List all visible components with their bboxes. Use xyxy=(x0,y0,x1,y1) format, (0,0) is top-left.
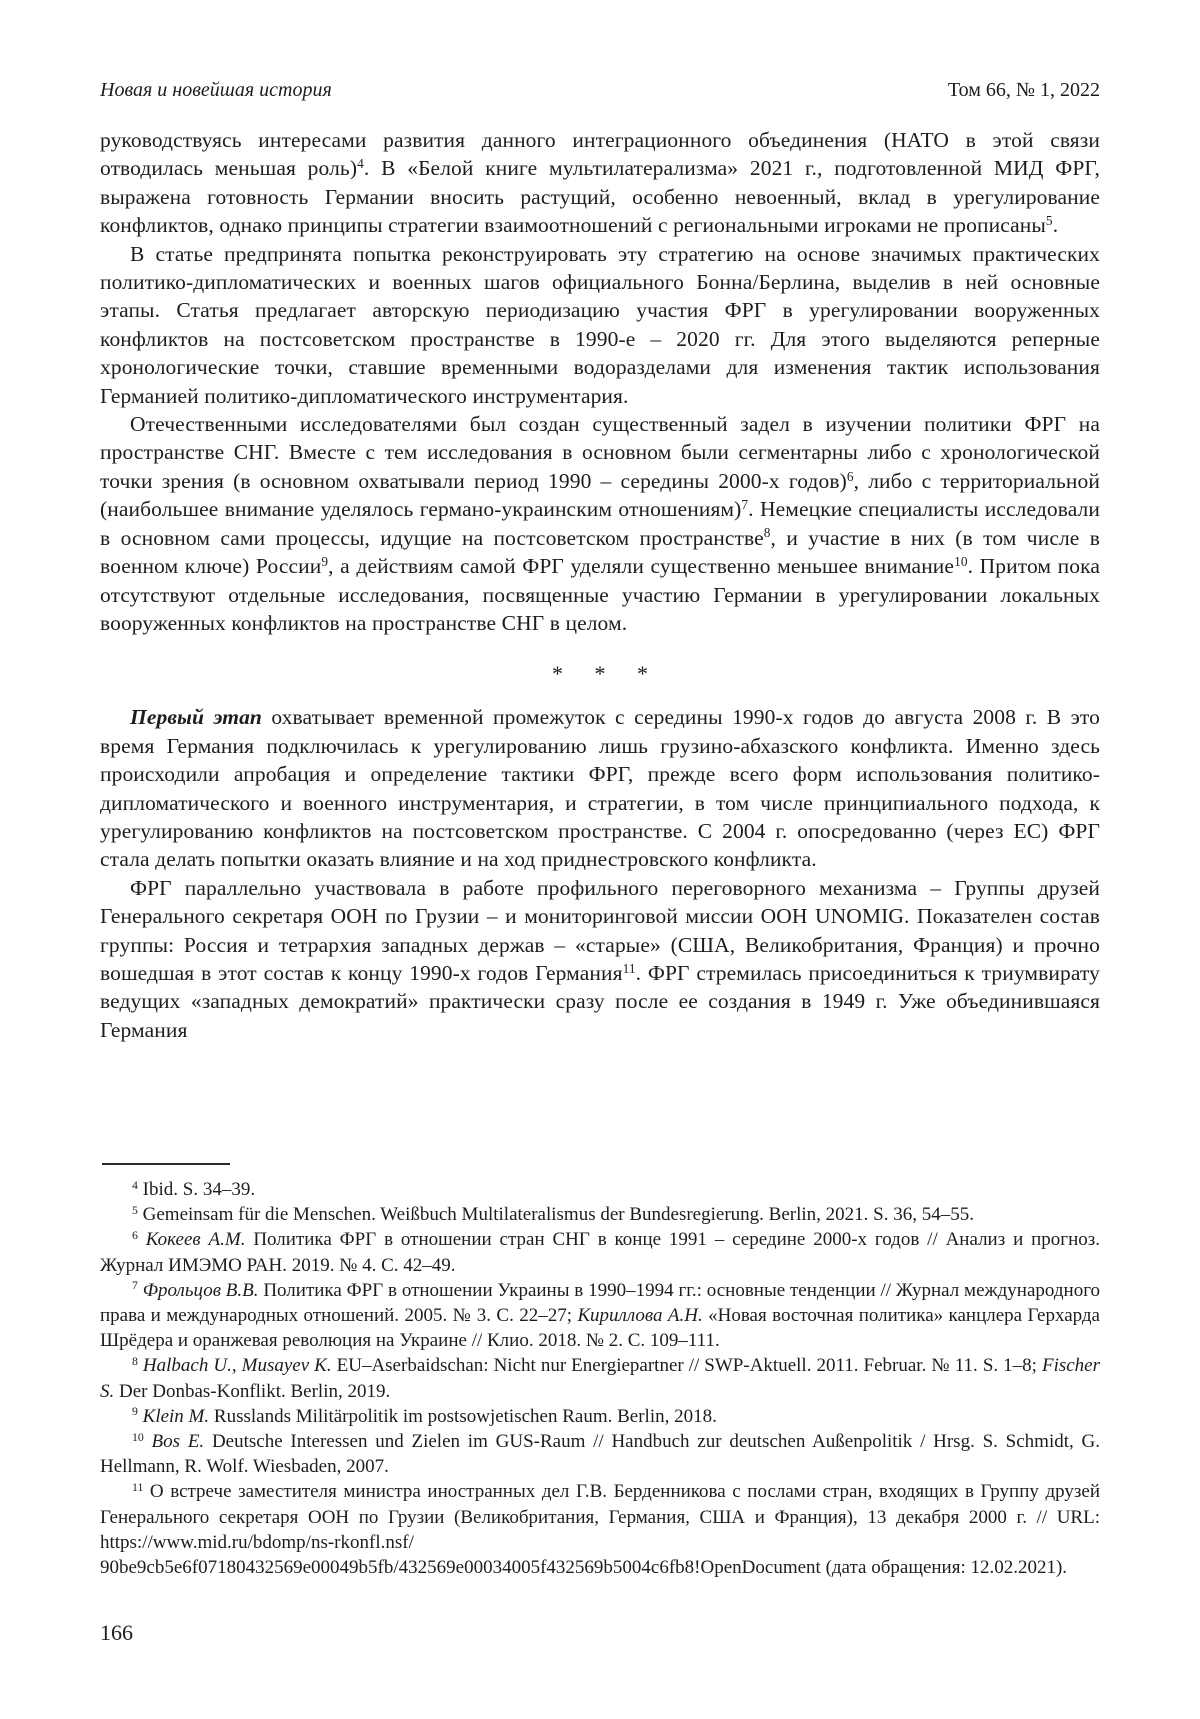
footnote-ref: 5 xyxy=(1045,212,1053,228)
footnote xyxy=(100,1227,1100,1277)
footnote xyxy=(100,1404,1100,1429)
text-run: , либо с территориальной (наибольшее внимание уделялось германо-украинским отношениям) xyxy=(100,468,1100,522)
article-body xyxy=(100,126,1100,1044)
italic-text-run: Bos E. xyxy=(151,1431,205,1453)
text-run: Deutsche Interessen und Zielen im GUS-Raum // Handbuch zur deutschen Außenpolitik / Hrsg. S. Schmidt, G. Hellmann, R. Wolf. Wiesbaden, 2007. xyxy=(100,1431,1101,1478)
journal-title: Новая и новейшая история xyxy=(100,79,332,101)
paragraph xyxy=(100,410,1100,637)
footnote xyxy=(100,1353,1100,1403)
footnote-ref: 6 xyxy=(132,1228,138,1242)
text-run: EU–Aserbaidschan: Nicht nur Energiepartner // SWP-Aktuell. 2011. Februar. № 11. S. 1–8; xyxy=(331,1355,1042,1377)
paragraph xyxy=(100,874,1100,1044)
text-run: Политика ФРГ в отношении Украины в 1990–1994 гг.: основные тенденции // Журнал международного права и международных отношений. 2005. № 3. С. 22–27; xyxy=(100,1279,1101,1327)
footnote-ref: 11 xyxy=(132,1480,144,1494)
footnote xyxy=(100,1177,1100,1202)
footnote-ref: 9 xyxy=(132,1405,138,1419)
text-run xyxy=(144,1431,152,1452)
text-run: . Немецкие специалисты исследовали в основном сами процессы, идущие на постсоветском пространстве xyxy=(100,497,1100,550)
footnote xyxy=(100,1278,1100,1354)
italic-text-run: Кириллова А.Н. xyxy=(577,1305,703,1327)
text-run: . Притом пока отсутствуют отдельные исследования, посвященные участию Германии в урегулировании локальных вооруженных конфликтов на пространстве СНГ в целом. xyxy=(100,554,1101,635)
page-number: 166 xyxy=(100,1620,133,1645)
italic-text-run: Halbach U., Musayev K. xyxy=(142,1355,332,1377)
text-run: охватывает временной промежуток с середины 1990-х годов до августа 2008 г. В это время Германия подключилась к урегулированию лишь грузино-абхазского конфликта. Именно здесь происходили апробация и определение тактики ФРГ, прежде всего форм использования политико-дипломатического и военного инструментария, и стратегии, в том числе принципиального подхода, к урегулированию конфликтов на постсоветском пространстве. С 2004 г. опосредованно (через ЕС) ФРГ стала делать попытки оказать влияние и на ход приднестровского конфликта. xyxy=(100,705,1100,872)
footnote xyxy=(100,1202,1100,1227)
text-run: , а действиям самой ФРГ уделяли существенно меньшее внимание xyxy=(328,554,955,579)
text-run: Политика ФРГ в отношении стран СНГ в конце 1991 – середине 2000-х годов // Анализ и прогноз. Журнал ИМЭМО РАН. 2019. № 4. С. 42–49. xyxy=(100,1229,1101,1276)
text-run: В статье предпринята попытка реконструировать эту стратегию на основе значимых практических политико-дипломатических и военных шагов официального Бонна/Берлина, выделив в ней основные этапы. Статья предлагает авторскую периодизацию участия ФРГ в урегулировании вооруженных конфликтов на постсоветском пространстве в 1990-е – 2020 гг. Для этого выделяются реперные хронологические точки, ставшие временными водоразделами для изменения тактик использования Германией политико-дипломатического инструментария. xyxy=(100,241,1100,408)
footnote-ref: 4 xyxy=(357,156,364,172)
text-run: Der Donbas-Konflikt. Berlin, 2019. xyxy=(114,1380,391,1402)
footnote-ref: 9 xyxy=(321,553,329,569)
text-run: Gemeinsam für die Menschen. Weißbuch Multilateralismus der Bundesregierung. Berlin, 2021. S. 36, 54–55. xyxy=(137,1204,974,1226)
footnote xyxy=(100,1479,1100,1580)
text-run xyxy=(138,1229,146,1250)
paragraph xyxy=(100,126,1100,240)
footnote-ref: 6 xyxy=(846,468,854,484)
text-run: руководствуясь интересами развития данного интеграционного объединения (НАТО в этой связи отводилась меньшая роль) xyxy=(100,128,1100,181)
text-run: . ФРГ стремилась присоединиться к триумвирату ведущих «западных демократий» практически сразу после ее создания в 1949 г. Уже объединившаяся Германия xyxy=(100,960,1100,1042)
footnote-ref: 5 xyxy=(132,1203,138,1217)
footnote-ref: 7 xyxy=(132,1279,138,1293)
italic-text-run: Кокеев А.М. xyxy=(145,1229,246,1251)
issue-info: Том 66, № 1, 2022 xyxy=(947,79,1100,101)
stage-label: Первый этап xyxy=(130,705,262,730)
text-run: Ibid. S. 34–39. xyxy=(137,1179,256,1200)
text-run: Russlands Militärpolitik im postsowjetischen Raum. Berlin, 2018. xyxy=(209,1405,717,1427)
text-run: , и участие в них (в том числе в военном ключе) России xyxy=(100,525,1100,579)
text-run: . xyxy=(1052,213,1059,238)
paragraph xyxy=(100,240,1100,410)
footnote-ref: 10 xyxy=(954,553,968,569)
footnote xyxy=(100,1429,1100,1479)
footnote-ref: 10 xyxy=(132,1430,144,1444)
paragraph xyxy=(100,703,1100,873)
footnote-ref: 4 xyxy=(132,1178,138,1192)
footnotes-section xyxy=(100,1163,1100,1580)
text-run: О встрече заместителя министра иностранных дел Г.В. Берденникова с послами стран, входящих в Группу друзей Генерального секретаря ООН по Грузии (Великобритания, Германия, США и Франция), 13 декабря 2000 г. // URL: https://www.mid.ru/bdomp/ns-rkonfl.nsf/ 90be9cb5e6f07180432569e00049b5fb/432569e00034005f432569b5004c6fb8!OpenDocument (дата обращения: 12.02.2021). xyxy=(100,1481,1100,1579)
text-run: . В «Белой книге мультилатерализма» 2021 г., подготовленной МИД ФРГ, выражена готовность Германии вносить растущий, особенно невоенный, вклад в урегулирование конфликтов, однако принципы стратегии взаимоотношений с региональными игроками не прописаны xyxy=(100,156,1100,238)
text-run: ФРГ параллельно участвовала в работе профильного переговорного механизма – Группы друзей Генерального секретаря ООН по Грузии – и мониторинговой миссии ООН UNOMIG. Показателен состав группы: Россия и тетрархия западных держав – «старые» (США, Великобритания, Франция) и прочно вошедшая в этот состав к концу 1990-х годов Германия xyxy=(100,875,1100,985)
footnote-ref: 8 xyxy=(763,525,771,541)
italic-text-run: Fischer S. xyxy=(100,1355,1101,1402)
section-separator: * * * xyxy=(552,661,648,687)
running-head xyxy=(100,78,1100,102)
footnote-ref: 8 xyxy=(132,1354,138,1368)
footnote-ref: 7 xyxy=(741,496,749,512)
footnotes-list xyxy=(100,1177,1100,1580)
footnote-ref: 11 xyxy=(622,960,636,976)
text-run: Отечественными исследователями был создан существенный задел в изучении политики ФРГ на пространстве СНГ. Вместе с тем исследования в основном были сегментарны либо с хронологической точки зрения (в основном охватывали период 1990 – середины 2000-х годов) xyxy=(100,412,1100,493)
italic-text-run: Klein M. xyxy=(142,1405,210,1427)
footnote-separator-rule xyxy=(102,1163,230,1165)
text-run: «Новая восточная политика» канцлера Герхарда Шрёдера и оранжевая революция на Украине // Клио. 2018. № 2. С. 109–111. xyxy=(100,1305,1100,1352)
italic-text-run: Фрольцов В.В. xyxy=(142,1279,259,1301)
